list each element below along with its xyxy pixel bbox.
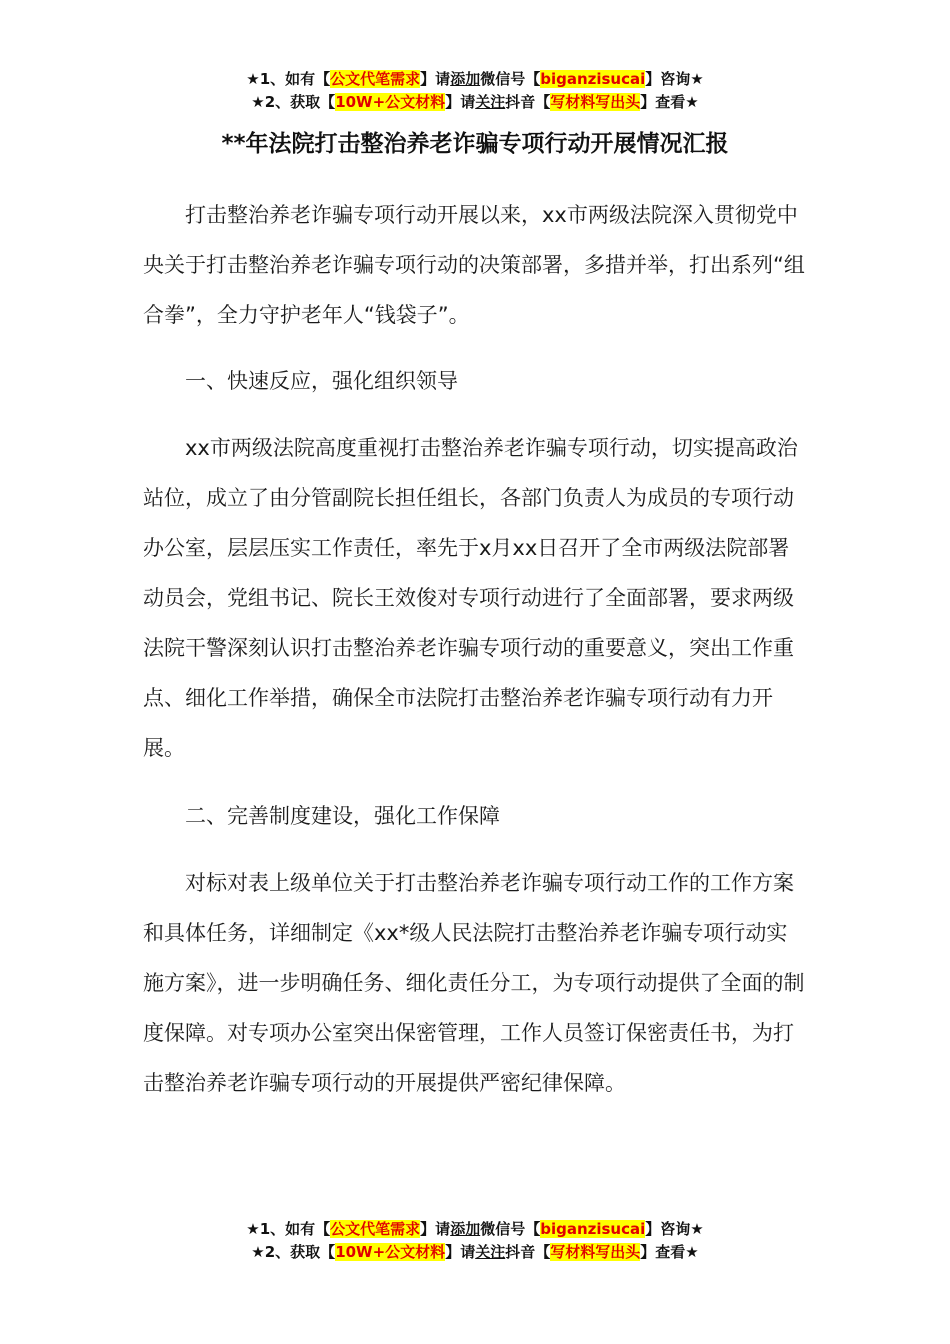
- paragraph-intro: [143, 190, 808, 340]
- paragraph-section-2: [143, 858, 808, 1108]
- promo-text: 抖音【: [505, 93, 551, 111]
- section-heading-1: [143, 356, 808, 406]
- promo-text: 微信号【: [480, 1220, 541, 1238]
- promo-text: 】请: [420, 70, 451, 88]
- promo-line-2: [0, 91, 950, 114]
- promo-text: 】请: [445, 1243, 476, 1261]
- section-heading-2: [143, 791, 808, 841]
- promo-text: ★2、获取【: [251, 93, 336, 111]
- document-title: **年法院打击整治养老诈骗专项行动开展情况汇报: [221, 131, 729, 157]
- promo-text: ★1、如有【: [246, 1220, 331, 1238]
- promo-line-2: [0, 1241, 950, 1264]
- promo-highlight-service: 公文代笔需求: [330, 1220, 421, 1238]
- promo-text: 】请: [445, 93, 476, 111]
- promo-text: 】咨询★: [645, 1220, 704, 1238]
- promo-text: 微信号【: [480, 70, 541, 88]
- promo-underline-add: 添加: [450, 1220, 481, 1238]
- promo-line-1: [0, 68, 950, 91]
- header-promo-banner: [0, 68, 950, 114]
- promo-highlight-service: 公文代笔需求: [330, 70, 421, 88]
- promo-highlight-materials: 10W+公文材料: [335, 1243, 446, 1261]
- promo-highlight-douyin-account: 写材料写出头: [550, 1243, 641, 1261]
- paragraph-text: 打击整治养老诈骗专项行动开展以来，xx市两级法院深入贯彻党中央关于打击整治养老诈骗专项行动的决策部署，多措并举，打出系列“组合拳”，全力守护老年人“钱袋子”。: [143, 203, 805, 327]
- promo-highlight-wechat-id: biganzisucai: [540, 70, 646, 88]
- promo-text: 】请: [420, 1220, 451, 1238]
- promo-highlight-douyin-account: 写材料写出头: [550, 93, 641, 111]
- promo-text: 】咨询★: [645, 70, 704, 88]
- paragraph-text: xx市两级法院高度重视打击整治养老诈骗专项行动，切实提高政治站位，成立了由分管副院长担任组长，各部门负责人为成员的专项行动办公室，层层压实工作责任，率先于x月xx日召开了全市两级法院部署动员会，党组书记、院长王效俊对专项行动进行了全面部署，要求两级法院干警深刻认识打击整治养老诈骗专项行动的重要意义，突出工作重点、细化工作举措，确保全市法院打击整治养老诈骗专项行动有力开展。: [143, 436, 798, 760]
- promo-underline-follow: 关注: [475, 1243, 506, 1261]
- promo-text: 】查看★: [640, 1243, 699, 1261]
- promo-text: 】查看★: [640, 93, 699, 111]
- footer-promo-banner: [0, 1218, 950, 1264]
- promo-highlight-materials: 10W+公文材料: [335, 93, 446, 111]
- section-heading-text: 一、快速反应，强化组织领导: [185, 369, 458, 393]
- paragraph-text: 对标对表上级单位关于打击整治养老诈骗专项行动工作的工作方案和具体任务，详细制定《xx*级人民法院打击整治养老诈骗专项行动实施方案》，进一步明确任务、细化责任分工，为专项行动提供了全面的制度保障。对专项办公室突出保密管理，工作人员签订保密责任书，为打击整治养老诈骗专项行动的开展提供严密纪律保障。: [143, 871, 805, 1095]
- section-heading-text: 二、完善制度建设，强化工作保障: [185, 804, 500, 828]
- promo-text: ★1、如有【: [246, 70, 331, 88]
- promo-line-1: [0, 1218, 950, 1241]
- promo-underline-add: 添加: [450, 70, 481, 88]
- promo-underline-follow: 关注: [475, 93, 506, 111]
- promo-text: ★2、获取【: [251, 1243, 336, 1261]
- promo-text: 抖音【: [505, 1243, 551, 1261]
- promo-highlight-wechat-id: biganzisucai: [540, 1220, 646, 1238]
- paragraph-section-1: [143, 423, 808, 773]
